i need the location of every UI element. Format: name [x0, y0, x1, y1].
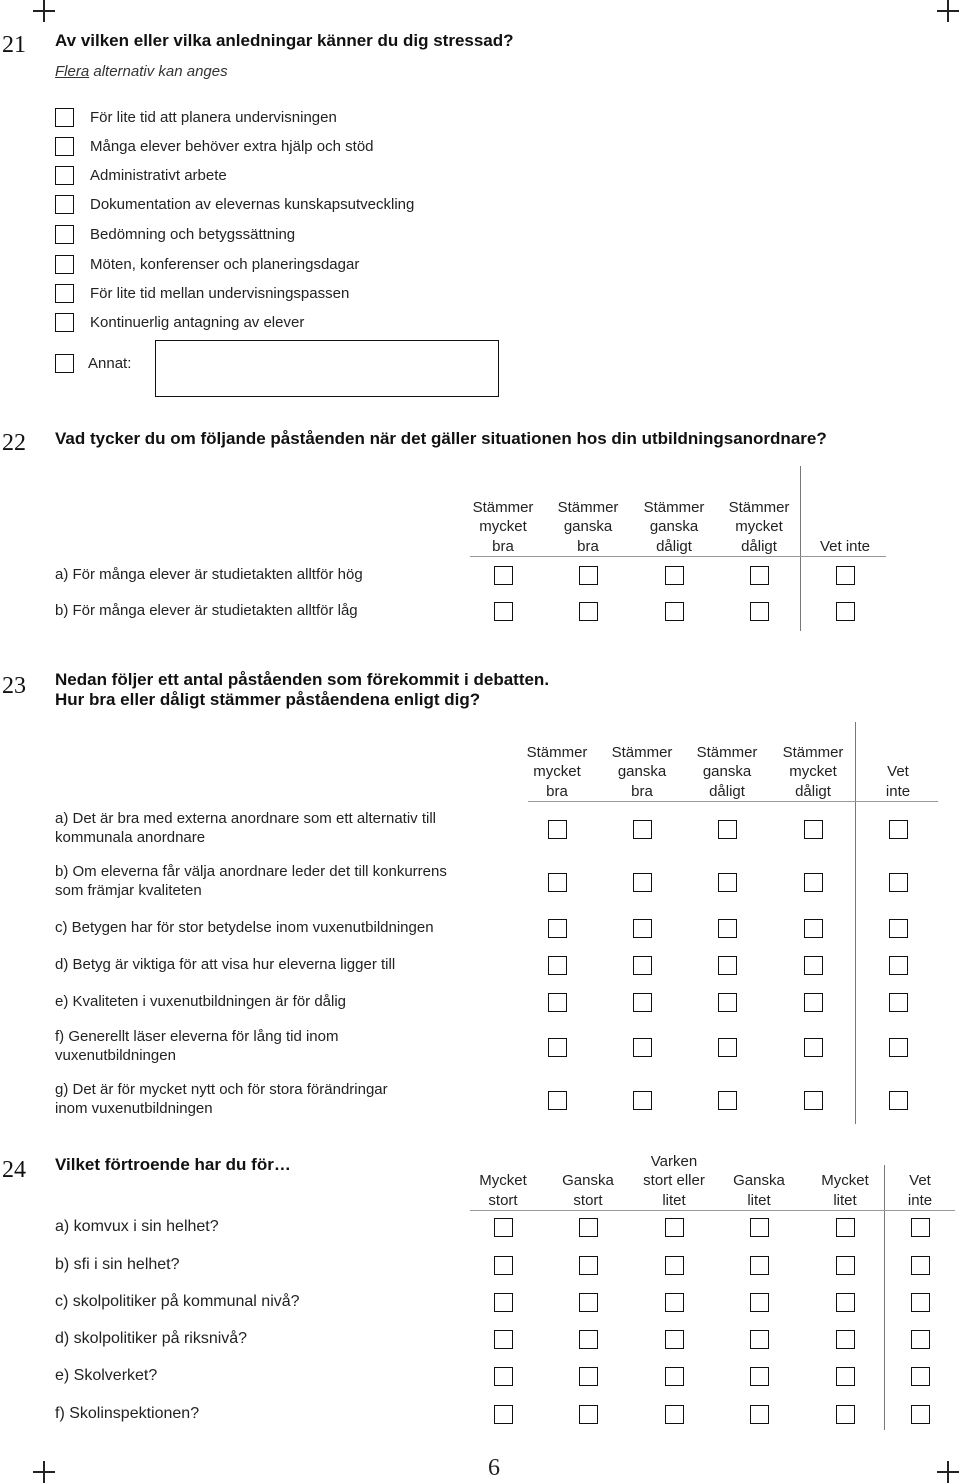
- checkbox[interactable]: [633, 1038, 652, 1057]
- checkbox[interactable]: [494, 1256, 513, 1275]
- divider: [855, 722, 856, 1124]
- column-header-line: litet: [662, 1191, 686, 1209]
- column-header-line: ganska: [563, 518, 613, 535]
- checkbox[interactable]: [836, 1256, 855, 1275]
- checkbox[interactable]: [494, 1218, 513, 1237]
- column-header-line: Stämmer: [557, 498, 619, 516]
- checkbox[interactable]: [750, 1367, 769, 1386]
- checkbox[interactable]: [889, 956, 908, 975]
- checkbox[interactable]: [548, 993, 567, 1012]
- statement: a) För många elever är studietakten alltför hög: [55, 566, 363, 583]
- question-title: Vad tycker du om följande påståenden när det gäller situationen hos din utbildningsanordnare?: [55, 429, 827, 448]
- checkbox[interactable]: [718, 993, 737, 1012]
- column-header-line: dåligt: [709, 782, 745, 800]
- checkbox[interactable]: [633, 1091, 652, 1110]
- statement-line: a) Det är bra med externa anordnare som ett alternativ till: [55, 810, 437, 827]
- checkbox[interactable]: [911, 1256, 930, 1275]
- statement: [55, 955, 395, 974]
- other-text-field[interactable]: [155, 340, 499, 397]
- column-header-line: mycket: [735, 518, 783, 535]
- checkbox[interactable]: [889, 993, 908, 1012]
- column-header-line: mycket: [533, 763, 581, 780]
- checkbox[interactable]: [911, 1405, 930, 1424]
- column-header-line: bra: [631, 782, 653, 800]
- column-header-line: dåligt: [795, 782, 831, 800]
- column-header-line: inte: [885, 782, 911, 800]
- checkbox[interactable]: [836, 1367, 855, 1386]
- column-header-line: stort: [573, 1191, 603, 1209]
- checkbox[interactable]: [718, 1091, 737, 1110]
- checkbox[interactable]: [804, 993, 823, 1012]
- crop-mark-top-left: [33, 0, 55, 22]
- checkbox[interactable]: [911, 1367, 930, 1386]
- column-header-line: inte: [907, 1191, 933, 1209]
- column-header-line: bra: [492, 537, 514, 555]
- statement-line: kommunala anordnare: [55, 829, 206, 846]
- statement-line: f) Generellt läser eleverna för lång tid inom: [55, 1028, 339, 1045]
- statement-line: g) Det är för mycket nytt och för stora förändringar: [55, 1081, 388, 1098]
- checkbox[interactable]: [579, 602, 598, 621]
- column-header-line: Varken: [650, 1152, 698, 1170]
- statement-line: vuxenutbildningen: [55, 1047, 176, 1064]
- column-header: [843, 762, 953, 801]
- checkbox[interactable]: [889, 873, 908, 892]
- checkbox[interactable]: [55, 166, 74, 185]
- column-header-line: Stämmer: [472, 498, 534, 516]
- option-item: [55, 253, 359, 275]
- statement-line: c) Betygen har för stor betydelse inom vuxenutbildningen: [55, 918, 434, 936]
- checkbox[interactable]: [911, 1293, 930, 1312]
- checkbox[interactable]: [633, 873, 652, 892]
- checkbox[interactable]: [548, 1038, 567, 1057]
- option-label: Annat:: [88, 354, 132, 372]
- column-header-line: litet: [747, 1191, 771, 1209]
- checkbox[interactable]: [804, 919, 823, 938]
- checkbox[interactable]: [665, 1256, 684, 1275]
- checkbox[interactable]: [750, 1256, 769, 1275]
- checkbox[interactable]: [494, 566, 513, 585]
- statement: b) sfi i sin helhet?: [55, 1256, 180, 1273]
- checkbox[interactable]: [718, 919, 737, 938]
- divider: [800, 466, 801, 631]
- checkbox[interactable]: [55, 313, 74, 332]
- column-header-line: Mycket: [479, 1172, 527, 1189]
- question-number: 23: [2, 673, 26, 699]
- option-item: [55, 282, 349, 304]
- checkbox[interactable]: [494, 1405, 513, 1424]
- checkbox[interactable]: [804, 1038, 823, 1057]
- column-header-line: dåligt: [741, 537, 777, 555]
- checkbox[interactable]: [889, 1091, 908, 1110]
- checkbox[interactable]: [750, 1330, 769, 1349]
- question-number: 24: [2, 1157, 26, 1183]
- checkbox[interactable]: [750, 1218, 769, 1237]
- statement: [55, 1080, 388, 1118]
- checkbox[interactable]: [579, 1405, 598, 1424]
- page-number: 6: [488, 1455, 500, 1481]
- checkbox[interactable]: [579, 1218, 598, 1237]
- column-header-line: Vet: [887, 763, 909, 780]
- checkbox[interactable]: [889, 820, 908, 839]
- statement: f) Skolinspektionen?: [55, 1405, 200, 1422]
- statement: [55, 992, 346, 1011]
- checkbox[interactable]: [579, 1293, 598, 1312]
- column-header-line: Vet: [909, 1172, 931, 1189]
- checkbox[interactable]: [836, 602, 855, 621]
- option-label: Många elever behöver extra hjälp och stöd: [90, 137, 374, 155]
- column-header-line: ganska: [702, 763, 752, 780]
- statement-line: b) Om eleverna får välja anordnare leder det till konkurrens: [55, 863, 447, 880]
- question-instruction: [55, 63, 228, 80]
- checkbox[interactable]: [665, 1367, 684, 1386]
- column-header-line: ganska: [649, 518, 699, 535]
- checkbox[interactable]: [55, 354, 74, 373]
- statement: [55, 918, 434, 937]
- column-header-line: dåligt: [656, 537, 692, 555]
- checkbox[interactable]: [55, 255, 74, 274]
- question-number: 22: [2, 430, 26, 456]
- checkbox[interactable]: [633, 820, 652, 839]
- column-header-line: bra: [577, 537, 599, 555]
- checkbox[interactable]: [55, 284, 74, 303]
- column-header-line: stort eller: [643, 1172, 705, 1189]
- column-header-line: Ganska: [562, 1172, 614, 1189]
- checkbox[interactable]: [804, 1091, 823, 1110]
- checkbox[interactable]: [804, 820, 823, 839]
- column-header-line: Ganska: [733, 1172, 785, 1189]
- checkbox[interactable]: [665, 1330, 684, 1349]
- divider: [528, 801, 938, 802]
- column-header: [790, 537, 900, 557]
- checkbox[interactable]: [665, 602, 684, 621]
- option-item: [55, 106, 337, 128]
- checkbox[interactable]: [494, 1367, 513, 1386]
- divider: [470, 1210, 955, 1211]
- checkbox[interactable]: [750, 1293, 769, 1312]
- instruction-emphasis: Flera: [55, 63, 90, 80]
- checkbox[interactable]: [804, 873, 823, 892]
- option-item: [55, 193, 414, 215]
- checkbox[interactable]: [889, 1038, 908, 1057]
- statement-line: inom vuxenutbildningen: [55, 1100, 213, 1117]
- checkbox[interactable]: [836, 566, 855, 585]
- option-item: [55, 135, 374, 157]
- checkbox[interactable]: [911, 1218, 930, 1237]
- column-header-line: Stämmer: [728, 498, 790, 516]
- checkbox[interactable]: [633, 956, 652, 975]
- column-header-line: mycket: [479, 518, 527, 535]
- column-header-line: Stämmer: [611, 743, 673, 761]
- question-number: 21: [2, 32, 26, 58]
- checkbox[interactable]: [548, 1091, 567, 1110]
- option-label: Administrativt arbete: [90, 166, 227, 184]
- option-label: För lite tid mellan undervisningspassen: [90, 284, 350, 302]
- checkbox[interactable]: [548, 820, 567, 839]
- checkbox[interactable]: [548, 956, 567, 975]
- option-item: [55, 223, 295, 245]
- divider: [884, 1165, 885, 1430]
- checkbox[interactable]: [836, 1293, 855, 1312]
- checkbox[interactable]: [718, 1038, 737, 1057]
- column-header-line: Stämmer: [526, 743, 588, 761]
- checkbox[interactable]: [633, 919, 652, 938]
- question-title-line-2: Hur bra eller dåligt stämmer påståendena enligt dig?: [55, 690, 481, 709]
- checkbox[interactable]: [750, 1405, 769, 1424]
- statement: [55, 1027, 338, 1065]
- column-header-line: bra: [546, 782, 568, 800]
- checkbox[interactable]: [55, 137, 74, 156]
- option-label: Bedömning och betygssättning: [90, 225, 296, 243]
- checkbox[interactable]: [548, 919, 567, 938]
- instruction-text: alternativ kan anges: [89, 63, 228, 80]
- checkbox[interactable]: [494, 1330, 513, 1349]
- question-title-line-1: Nedan följer ett antal påståenden som förekommit i debatten.: [55, 670, 550, 689]
- checkbox[interactable]: [718, 820, 737, 839]
- checkbox[interactable]: [55, 108, 74, 127]
- option-item: [55, 164, 227, 186]
- option-other: [55, 352, 131, 374]
- checkbox[interactable]: [911, 1330, 930, 1349]
- checkbox[interactable]: [579, 1256, 598, 1275]
- statement: [55, 809, 436, 847]
- statement-line: d) Betyg är viktiga för att visa hur eleverna ligger till: [55, 955, 396, 973]
- question-title: Vilket förtroende har du för…: [55, 1155, 291, 1174]
- checkbox[interactable]: [836, 1330, 855, 1349]
- statement: b) För många elever är studietakten alltför låg: [55, 602, 358, 619]
- checkbox[interactable]: [750, 602, 769, 621]
- question-title: Av vilken eller vilka anledningar känner du dig stressad?: [55, 31, 514, 50]
- checkbox[interactable]: [548, 873, 567, 892]
- option-label: För lite tid att planera undervisningen: [90, 108, 337, 126]
- statement-line: som främjar kvaliteten: [55, 882, 202, 899]
- checkbox[interactable]: [55, 225, 74, 244]
- checkbox[interactable]: [494, 602, 513, 621]
- checkbox[interactable]: [633, 993, 652, 1012]
- column-header-line: Stämmer: [696, 743, 758, 761]
- option-label: Kontinuerlig antagning av elever: [90, 313, 305, 331]
- checkbox[interactable]: [665, 1405, 684, 1424]
- checkbox[interactable]: [55, 195, 74, 214]
- statement: e) Skolverket?: [55, 1367, 158, 1384]
- statement: d) skolpolitiker på riksnivå?: [55, 1330, 248, 1347]
- checkbox[interactable]: [665, 1218, 684, 1237]
- column-header-line: Mycket: [821, 1172, 869, 1189]
- checkbox[interactable]: [579, 566, 598, 585]
- column-header-line: Vet inte: [819, 537, 871, 555]
- column-header: [865, 1171, 960, 1210]
- column-header-line: Stämmer: [643, 498, 705, 516]
- checkbox[interactable]: [718, 956, 737, 975]
- column-header-line: mycket: [789, 763, 837, 780]
- divider: [470, 556, 886, 557]
- crop-mark-bottom-right: [937, 1461, 959, 1483]
- checkbox[interactable]: [665, 566, 684, 585]
- statement: [55, 862, 447, 900]
- crop-mark-top-right: [937, 0, 959, 22]
- checkbox[interactable]: [889, 919, 908, 938]
- checkbox[interactable]: [718, 873, 737, 892]
- column-header-line: ganska: [617, 763, 667, 780]
- checkbox[interactable]: [579, 1367, 598, 1386]
- checkbox[interactable]: [750, 566, 769, 585]
- option-label: Dokumentation av elevernas kunskapsutveckling: [90, 195, 415, 213]
- statement: c) skolpolitiker på kommunal nivå?: [55, 1293, 300, 1310]
- column-header-line: litet: [833, 1191, 857, 1209]
- crop-mark-bottom-left: [33, 1461, 55, 1483]
- checkbox[interactable]: [804, 956, 823, 975]
- statement-line: e) Kvaliteten i vuxenutbildningen är för dålig: [55, 992, 347, 1010]
- checkbox[interactable]: [836, 1218, 855, 1237]
- column-header-line: stort: [488, 1191, 518, 1209]
- checkbox[interactable]: [494, 1293, 513, 1312]
- statement: a) komvux i sin helhet?: [55, 1218, 219, 1235]
- option-label: Möten, konferenser och planeringsdagar: [90, 255, 360, 273]
- checkbox[interactable]: [836, 1405, 855, 1424]
- checkbox[interactable]: [665, 1293, 684, 1312]
- option-item: [55, 311, 304, 333]
- column-header-line: Stämmer: [782, 743, 844, 761]
- checkbox[interactable]: [579, 1330, 598, 1349]
